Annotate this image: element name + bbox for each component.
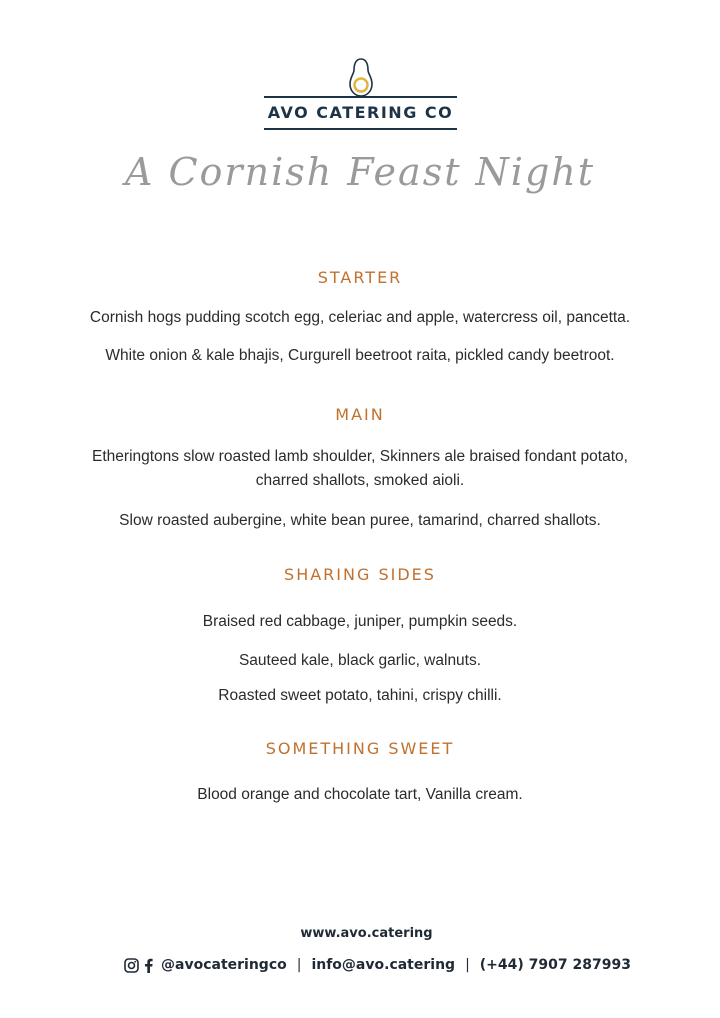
phone-number[interactable]: (+44) 7907 287993: [479, 957, 631, 973]
separator: |: [296, 957, 302, 973]
logo-rule-top: [264, 96, 457, 98]
dish-item: Etheringtons slow roasted lamb shoulder, Skinners ale braised fondant potato, charred shallots, smoked aioli.: [92, 448, 628, 489]
brand-name: AVO CATERING CO: [267, 103, 454, 122]
logo-rule-bottom: [264, 128, 457, 130]
dish-item: Slow roasted aubergine, white bean puree, tamarind, charred shallots.: [119, 512, 601, 529]
website-link[interactable]: www.avo.catering: [300, 926, 433, 941]
facebook-icon[interactable]: [144, 958, 153, 973]
section-heading-starter: STARTER: [317, 268, 403, 287]
instagram-icon[interactable]: [124, 958, 139, 973]
avocado-icon: [342, 58, 380, 98]
dish-item: Braised red cabbage, juniper, pumpkin seeds.: [202, 613, 518, 630]
dish-item: Cornish hogs pudding scotch egg, celeriac and apple, watercress oil, pancetta.: [89, 309, 631, 326]
social-handle[interactable]: @avocateringco: [161, 957, 287, 973]
separator: |: [465, 957, 470, 973]
event-title: A Cornish Feast Night: [124, 150, 596, 194]
contact-row: [124, 954, 631, 976]
section-heading-something-sweet: SOMETHING SWEET: [265, 739, 455, 758]
dish-item: Blood orange and chocolate tart, Vanilla cream.: [197, 786, 523, 803]
section-heading-main: MAIN: [335, 405, 385, 424]
section-heading-sharing-sides: SHARING SIDES: [284, 565, 436, 584]
email-link[interactable]: info@avo.catering: [311, 957, 456, 973]
brand-logo: [264, 58, 457, 130]
dish-item: Roasted sweet potato, tahini, crispy chilli.: [218, 687, 502, 704]
dish-item: Sauteed kale, black garlic, walnuts.: [238, 652, 482, 669]
dish-item: White onion & kale bhajis, Curgurell beetroot raita, pickled candy beetroot.: [105, 347, 615, 364]
